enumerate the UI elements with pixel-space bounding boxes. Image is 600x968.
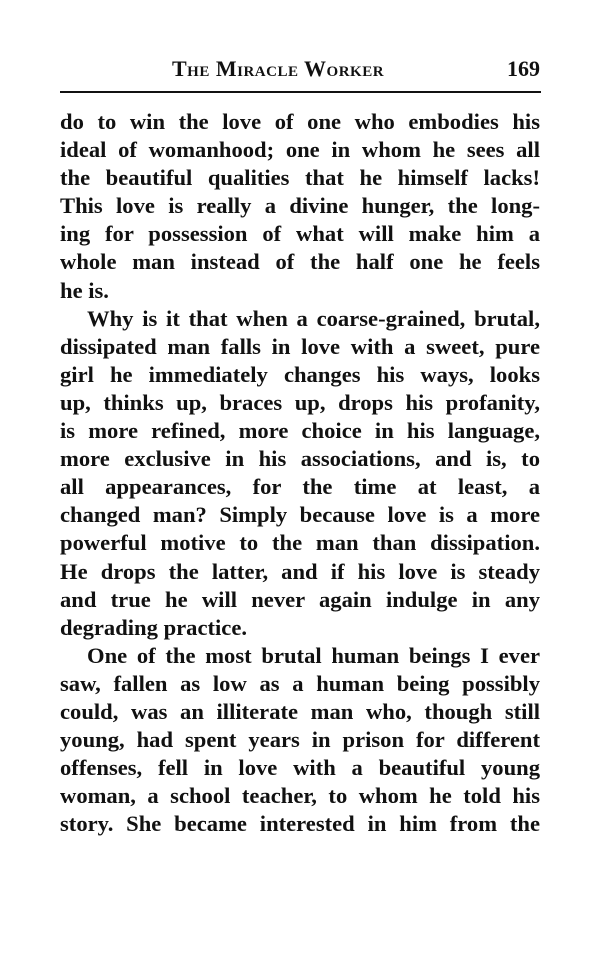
text-line: One of the most brutal human beings I ever	[87, 642, 540, 668]
text-line: changed man? Simply because love is a more	[60, 502, 540, 528]
text-line: whole man instead of the half one he feels	[60, 249, 540, 275]
text-line: degrading practice.	[60, 614, 247, 640]
text-line: could, was an illiterate man who, though still	[60, 698, 540, 724]
text-line: This love is really a divine hunger, the long-	[60, 193, 540, 219]
text-line: woman, a school teacher, to whom he told his	[60, 783, 540, 809]
header-rule	[60, 91, 541, 93]
text-line: do to win the love of one who embodies his	[60, 109, 540, 134]
text-line: story. She became interested in him from the	[60, 811, 540, 837]
body-text	[60, 108, 540, 838]
text-line: more exclusive in his associations, and is, to	[60, 446, 540, 472]
page-number: 169	[507, 56, 540, 81]
text-line: up, thinks up, braces up, drops his profanity,	[60, 389, 540, 415]
text-line: saw, fallen as low as a human being possibly	[60, 670, 540, 696]
text-line: young, had spent years in prison for different	[60, 727, 540, 753]
text-line: ing for possession of what will make him a	[60, 221, 540, 247]
text-line: powerful motive to the man than dissipation.	[60, 530, 540, 556]
text-line: offenses, fell in love with a beautiful young	[60, 755, 540, 781]
text-line: dissipated man falls in love with a sweet, pure	[60, 333, 540, 359]
text-line: he is.	[60, 277, 109, 303]
text-line: the beautiful qualities that he himself lacks!	[60, 165, 540, 191]
text-line: and true he will never again indulge in any	[60, 586, 540, 612]
text-line: He drops the latter, and if his love is steady	[60, 558, 540, 584]
text-line: is more refined, more choice in his language,	[60, 418, 540, 444]
running-title: The Miracle Worker	[172, 56, 385, 81]
text-line: girl he immediately changes his ways, looks	[60, 361, 540, 387]
paragraph-2	[60, 305, 540, 642]
text-line: Why is it that when a coarse-grained, brutal,	[87, 305, 540, 331]
paragraph-3	[60, 642, 540, 839]
paragraph-1	[60, 108, 540, 305]
text-line: ideal of womanhood; one in whom he sees all	[60, 137, 540, 163]
text-line: all appearances, for the time at least, a	[60, 474, 540, 500]
running-head	[60, 56, 540, 86]
